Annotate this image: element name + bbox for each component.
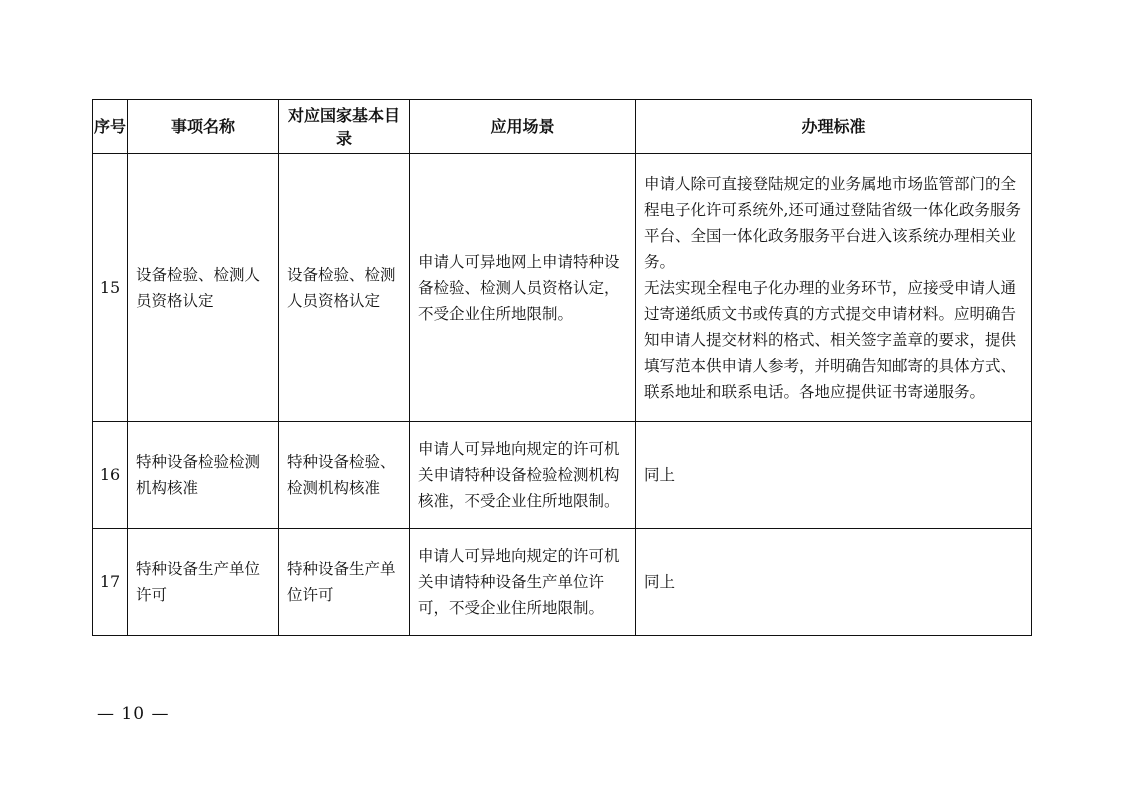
service-items-table	[92, 99, 1032, 636]
row-handling-standard	[636, 422, 1032, 529]
row-application-scenario: 申请人可异地向规定的许可机关申请特种设备生产单位许可，不受企业住所地限制。	[410, 529, 636, 636]
row-national-catalog: 特种设备检验、检测机构核准	[279, 422, 410, 529]
header-handling-standard: 办理标准	[636, 100, 1032, 154]
table-row	[93, 154, 1032, 422]
row-handling-standard	[636, 529, 1032, 636]
row-national-catalog: 设备检验、检测人员资格认定	[279, 154, 410, 422]
row-seq: 17	[93, 529, 128, 636]
row-handling-standard	[636, 154, 1032, 422]
row-item-name: 特种设备检验检测机构核准	[128, 422, 279, 529]
header-national-catalog: 对应国家基本目录	[279, 100, 410, 154]
page-number: — 10 —	[97, 704, 170, 724]
table-row	[93, 529, 1032, 636]
standard-paragraph: 同上	[644, 466, 676, 484]
standard-paragraph: 申请人除可直接登陆规定的业务属地市场监管部门的全程电子化许可系统外,还可通过登陆省级一体化政务服务平台、全国一体化政务服务平台进入该系统办理相关业务。	[644, 174, 1021, 271]
standard-paragraph: 同上	[644, 573, 676, 591]
row-application-scenario: 申请人可异地向规定的许可机关申请特种设备检验检测机构核准，不受企业住所地限制。	[410, 422, 636, 529]
row-national-catalog: 特种设备生产单位许可	[279, 529, 410, 636]
standard-paragraph: 无法实现全程电子化办理的业务环节，应接受申请人通过寄递纸质文书或传真的方式提交申请材料。应明确告知申请人提交材料的格式、相关签字盖章的要求，提供填写范本供申请人参考，并明确告知邮寄的具体方式、联系地址和联系电话。各地应提供证书寄递服务。	[644, 278, 1017, 401]
row-application-scenario: 申请人可异地网上申请特种设备检验、检测人员资格认定，不受企业住所地限制。	[410, 154, 636, 422]
row-item-name: 特种设备生产单位许可	[128, 529, 279, 636]
row-item-name: 设备检验、检测人员资格认定	[128, 154, 279, 422]
table-row	[93, 422, 1032, 529]
row-seq: 15	[93, 154, 128, 422]
header-item-name: 事项名称	[128, 100, 279, 154]
header-seq: 序号	[93, 100, 128, 154]
table-header-row	[93, 100, 1032, 154]
header-application-scenario: 应用场景	[410, 100, 636, 154]
row-seq: 16	[93, 422, 128, 529]
